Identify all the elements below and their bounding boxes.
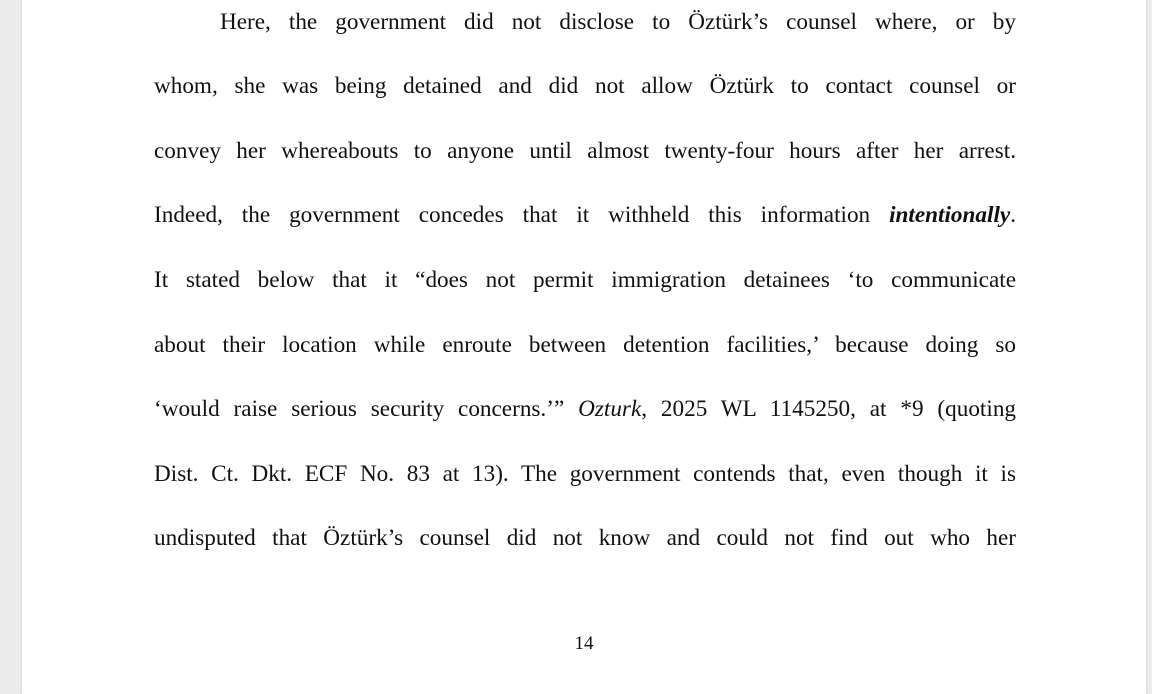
text-line-2: whom, she was being detained and did not allow Öztürk to contact counsel or — [154, 73, 1016, 99]
text-line-5: It stated below that it “does not permit immigration detainees ‘to communicate — [154, 267, 1016, 293]
emphasized-word: intentionally — [889, 202, 1011, 228]
text-line-9: undisputed that Öztürk’s counsel did not know and could not find out who her — [154, 525, 1016, 551]
text-line-6: about their location while enroute between detention facilities,’ because doing so — [154, 332, 1016, 358]
text-line-3: convey her whereabouts to anyone until almost twenty-four hours after her arrest. — [154, 138, 1016, 164]
text-line-4 — [154, 198, 1016, 232]
document-page — [22, 0, 1146, 694]
text-line-4-end: . — [1010, 202, 1016, 228]
text-line-7-start: ‘would raise serious security concerns.’” — [154, 396, 579, 422]
text-line-4-start: Indeed, the government concedes that it withheld this information — [154, 202, 890, 228]
case-citation-name: Ozturk — [578, 396, 642, 422]
text-line-7 — [154, 392, 1016, 426]
text-line-8: Dist. Ct. Dkt. ECF No. 83 at 13). The government contends that, even though it is — [154, 461, 1016, 487]
text-line-7-end: , 2025 WL 1145250, at *9 (quoting — [641, 396, 1017, 422]
page-number: 14 — [574, 633, 594, 654]
text-line-1: Here, the government did not disclose to Öztürk’s counsel where, or by — [220, 9, 1016, 35]
